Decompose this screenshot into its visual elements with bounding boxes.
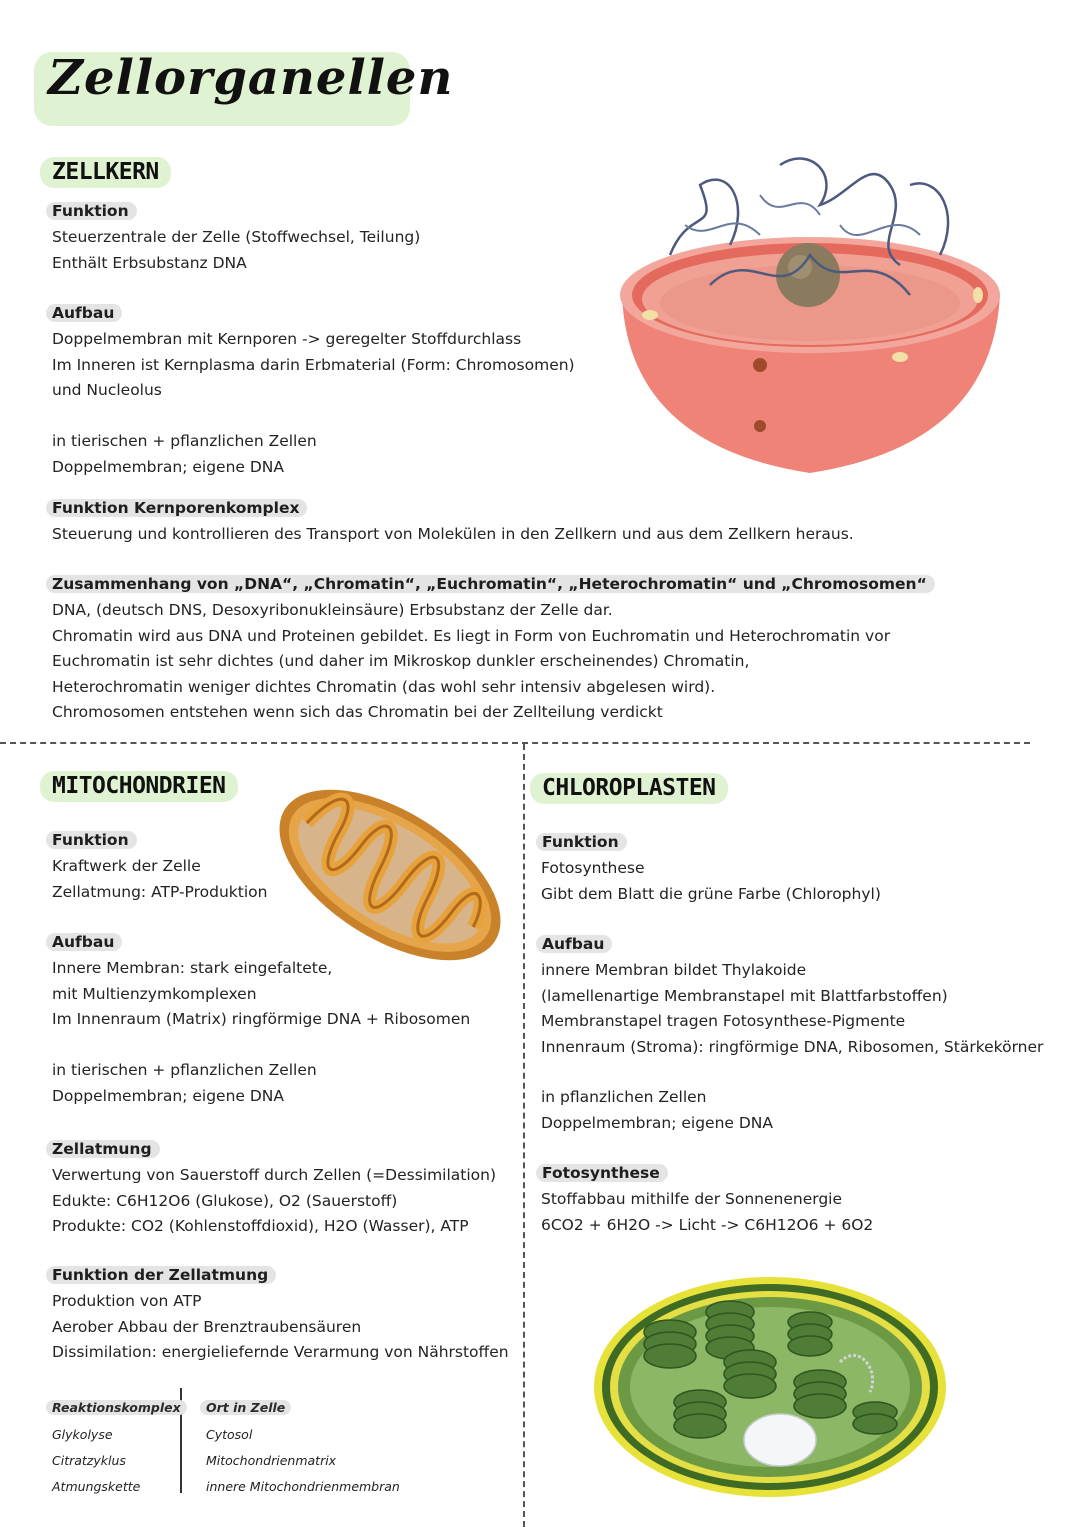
table-cell: Atmungskette [52, 1479, 141, 1494]
page-title: Zellorganellen [48, 50, 454, 106]
chloro-funktion-text: Fotosynthese Gibt dem Blatt die grüne Farbe (Chlorophyl) [541, 859, 881, 903]
kernporenkomplex-label: Funktion Kernporenkomplex [46, 499, 307, 517]
table-cell: Glykolyse [52, 1427, 113, 1442]
table-header-reaktionskomplex: Reaktionskomplex [46, 1400, 187, 1415]
funktion-zellatmung-label: Funktion der Zellatmung [46, 1266, 276, 1284]
zellkern-aufbau-label: Aufbau [46, 304, 122, 322]
fotosynthese-label: Fotosynthese [536, 1164, 668, 1182]
mito-funktion-text: Kraftwerk der Zelle Zellatmung: ATP-Produktion [52, 857, 268, 901]
zellkern-funktion-label: Funktion [46, 202, 137, 220]
fotosynthese-text: Stoffabbau mithilfe der Sonnenenergie 6CO2 + 6H2O -> Licht -> C6H12O6 + 6O2 [541, 1190, 874, 1234]
zusammenhang-label: Zusammenhang von „DNA“, „Chromatin“, „Euchromatin“, „Heterochromatin“ und „Chromosomen“ [46, 575, 935, 593]
vertical-divider [523, 744, 525, 1527]
mito-aufbau-text: Innere Membran: stark eingefaltete, mit Multienzymkomplexen Im Innenraum (Matrix) ringförmige DNA + Ribosomen [52, 959, 471, 1028]
zellatmung-text: Verwertung von Sauerstoff durch Zellen (=Dessimilation) Edukte: C6H12O6 (Glukose), O2 (Sauerstoff) Produkte: CO2 (Kohlenstoffdioxid), H2O (Wasser), ATP [52, 1166, 497, 1235]
zellkern-funktion-text: Steuerzentrale der Zelle (Stoffwechsel, Teilung) Enthält Erbsubstanz DNA [52, 228, 421, 272]
horizontal-divider [0, 742, 1030, 744]
chloro-vorkommen-text: in pflanzlichen Zellen Doppelmembran; eigene DNA [541, 1088, 773, 1132]
mito-aufbau-label: Aufbau [46, 933, 122, 951]
table-col-reaktionskomplex [52, 1422, 140, 1500]
table-header-ort: Ort in Zelle [200, 1400, 291, 1415]
chloro-aufbau-text: innere Membran bildet Thylakoide (lamellenartige Membranstapel mit Blattfarbstoffen) Membranstapel tragen Fotosynthese-Pigmente Innenraum (Stroma): ringförmige DNA, Ribosomen, Stärkekörner [541, 961, 1044, 1056]
chloro-funktion-label: Funktion [536, 833, 627, 851]
nucleus-illustration [610, 145, 1010, 475]
zellkern-heading: ZELLKERN [40, 157, 171, 188]
chloro-aufbau-label: Aufbau [536, 935, 612, 953]
kernporenkomplex-text: Steuerung und kontrollieren des Transport von Molekülen in den Zellkern und aus dem Zellkern heraus. [52, 525, 854, 543]
zellkern-aufbau-text: Doppelmembran mit Kernporen -> geregelter Stoffdurchlass Im Inneren ist Kernplasma darin Erbmaterial (Form: Chromosomen) und Nucleolus [52, 330, 575, 399]
zusammenhang-text: DNA, (deutsch DNS, Desoxyribonukleinsäure) Erbsubstanz der Zelle dar. Chromatin wird aus DNA und Proteinen gebildet. Es liegt in Form von Euchromatin und Heterochromatin vor Euchromatin ist sehr dichtes (und daher im Mikroskop dunkler erscheinendes) Chromatin, Heterochromatin weniger dichtes Chromatin (das wohl sehr intensiv abgelesen wird). Chromosomen entstehen wenn sich das Chromatin bei der Zellteilung verdickt [52, 601, 891, 721]
table-cell: Mitochondrienmatrix [206, 1453, 337, 1468]
mitochondrion-illustration [262, 764, 518, 986]
mito-vorkommen-text: in tierischen + pflanzlichen Zellen Doppelmembran; eigene DNA [52, 1061, 317, 1105]
table-col-ort [206, 1422, 400, 1500]
chloroplasten-heading: CHLOROPLASTEN [530, 773, 728, 804]
table-cell: Citratzyklus [52, 1453, 126, 1468]
table-cell: innere Mitochondrienmembran [206, 1479, 400, 1494]
mitochondrien-heading: MITOCHONDRIEN [40, 771, 238, 802]
zellkern-vorkommen-text: in tierischen + pflanzlichen Zellen Doppelmembran; eigene DNA [52, 432, 317, 476]
funktion-zellatmung-text: Produktion von ATP Aerober Abbau der Brenztraubensäuren Dissimilation: energieliefernde Verarmung von Nährstoffen [52, 1292, 509, 1361]
zellatmung-label: Zellatmung [46, 1140, 160, 1158]
mito-funktion-label: Funktion [46, 831, 137, 849]
table-cell: Cytosol [206, 1427, 253, 1442]
chloroplast-illustration [590, 1272, 950, 1502]
